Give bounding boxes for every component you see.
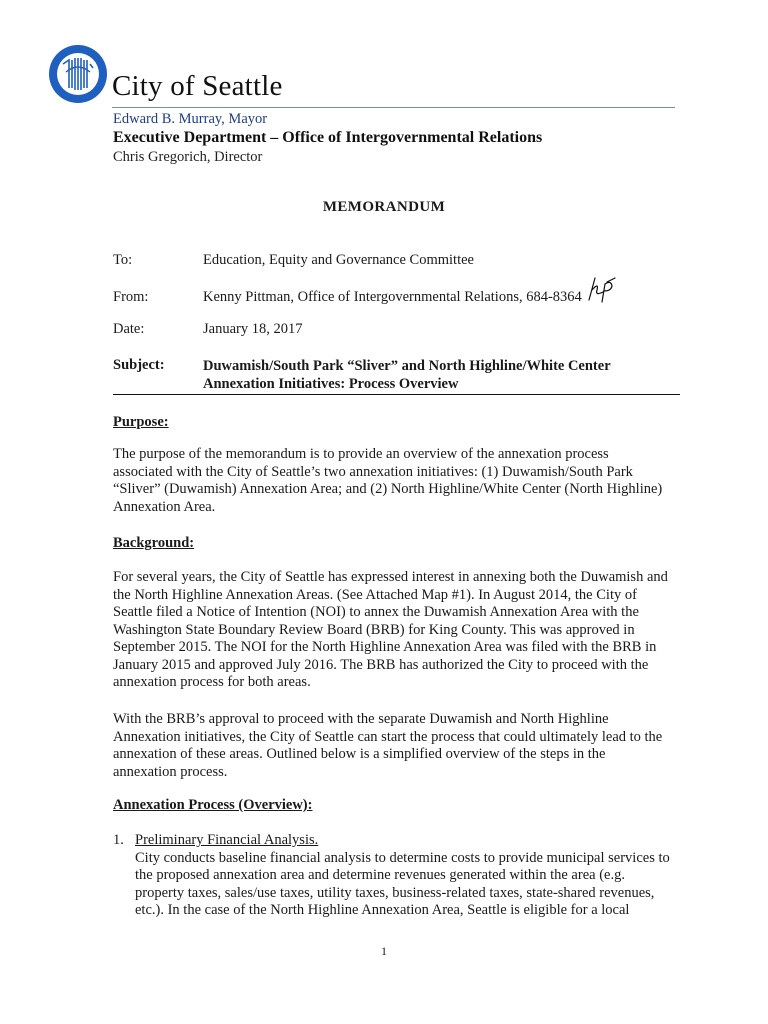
background-line: September 2015. The NOI for the North Highline Annexation Area was filed with the BRB in <box>113 639 657 655</box>
city-seal-logo <box>46 42 110 106</box>
subject-value <box>203 357 611 393</box>
memo-title: MEMORANDUM <box>322 199 446 215</box>
subject-label: Subject: <box>113 357 165 373</box>
background-line: annexation of these areas. Outlined below is a simplified overview of the steps in the <box>113 746 606 762</box>
list-item-line: City conducts baseline financial analysis to determine costs to provide municipal services to <box>135 849 670 866</box>
list-item-number: 1. <box>113 832 124 848</box>
background-line: annexation process. <box>113 763 228 780</box>
purpose-line: “Sliver” (Duwamish) Annexation Area; and (2) North Highline/White Center (North Highline) <box>113 481 663 497</box>
list-item-body <box>135 832 670 920</box>
list-item-title: Preliminary Financial Analysis. <box>135 832 319 848</box>
background-line: Washington State Boundary Review Board (BRB) for King County. This was approved in <box>113 621 635 638</box>
purpose-paragraph <box>113 446 683 516</box>
background-line: Annexation initiatives, the City of Seattle can start the process that could ultimately lead to the <box>113 728 663 745</box>
subject-line-2: Annexation Initiatives: Process Overview <box>203 376 459 392</box>
date-value: January 18, 2017 <box>203 321 303 337</box>
to-value: Education, Equity and Governance Committee <box>203 252 474 268</box>
to-label: To: <box>113 252 133 268</box>
page-number: 1 <box>381 944 387 958</box>
letterhead-rule <box>112 107 675 108</box>
background-paragraph-1 <box>113 569 683 692</box>
from-label: From: <box>113 289 149 305</box>
initials-signature <box>585 274 619 304</box>
org-name: City of Seattle <box>112 70 283 102</box>
purpose-line: associated with the City of Seattle’s two annexation initiatives: (1) Duwamish/South Park <box>113 463 633 480</box>
list-item-line: property taxes, sales/use taxes, utility taxes, business-related taxes, state-shared revenues, <box>135 884 655 901</box>
director-line: Chris Gregorich, Director <box>113 149 263 165</box>
background-heading: Background: <box>113 535 195 551</box>
header-separator <box>113 394 680 395</box>
background-line: For several years, the City of Seattle has expressed interest in annexing both the Duwamish and <box>113 569 668 585</box>
purpose-line: The purpose of the memorandum is to provide an overview of the annexation process <box>113 446 609 462</box>
process-heading: Annexation Process (Overview): <box>113 797 313 813</box>
list-item-line: the proposed annexation area and determine revenues generated within the area (e.g. <box>135 867 625 883</box>
date-label: Date: <box>113 321 145 337</box>
department-line: Executive Department – Office of Intergovernmental Relations <box>113 129 543 146</box>
background-line: the North Highline Annexation Areas. (See Attached Map #1). In August 2014, the City of <box>113 586 637 603</box>
purpose-heading: Purpose: <box>113 414 169 430</box>
list-item-line: etc.). In the case of the North Highline Annexation Area, Seattle is eligible for a local <box>135 902 630 918</box>
background-line: With the BRB’s approval to proceed with the separate Duwamish and North Highline <box>113 711 609 727</box>
from-value: Kenny Pittman, Office of Intergovernmental Relations, 684-8364 <box>203 289 582 305</box>
background-line: January 2015 and approved July 2016. The BRB has authorized the City to proceed with the <box>113 656 649 673</box>
subject-line-1: Duwamish/South Park “Sliver” and North Highline/White Center <box>203 358 611 374</box>
purpose-line: Annexation Area. <box>113 498 216 515</box>
background-paragraph-2 <box>113 711 683 781</box>
background-line: Seattle filed a Notice of Intention (NOI) to annex the Duwamish Annexation Area with the <box>113 604 639 620</box>
mayor-line: Edward B. Murray, Mayor <box>113 111 268 127</box>
background-line: annexation process for both areas. <box>113 674 311 690</box>
